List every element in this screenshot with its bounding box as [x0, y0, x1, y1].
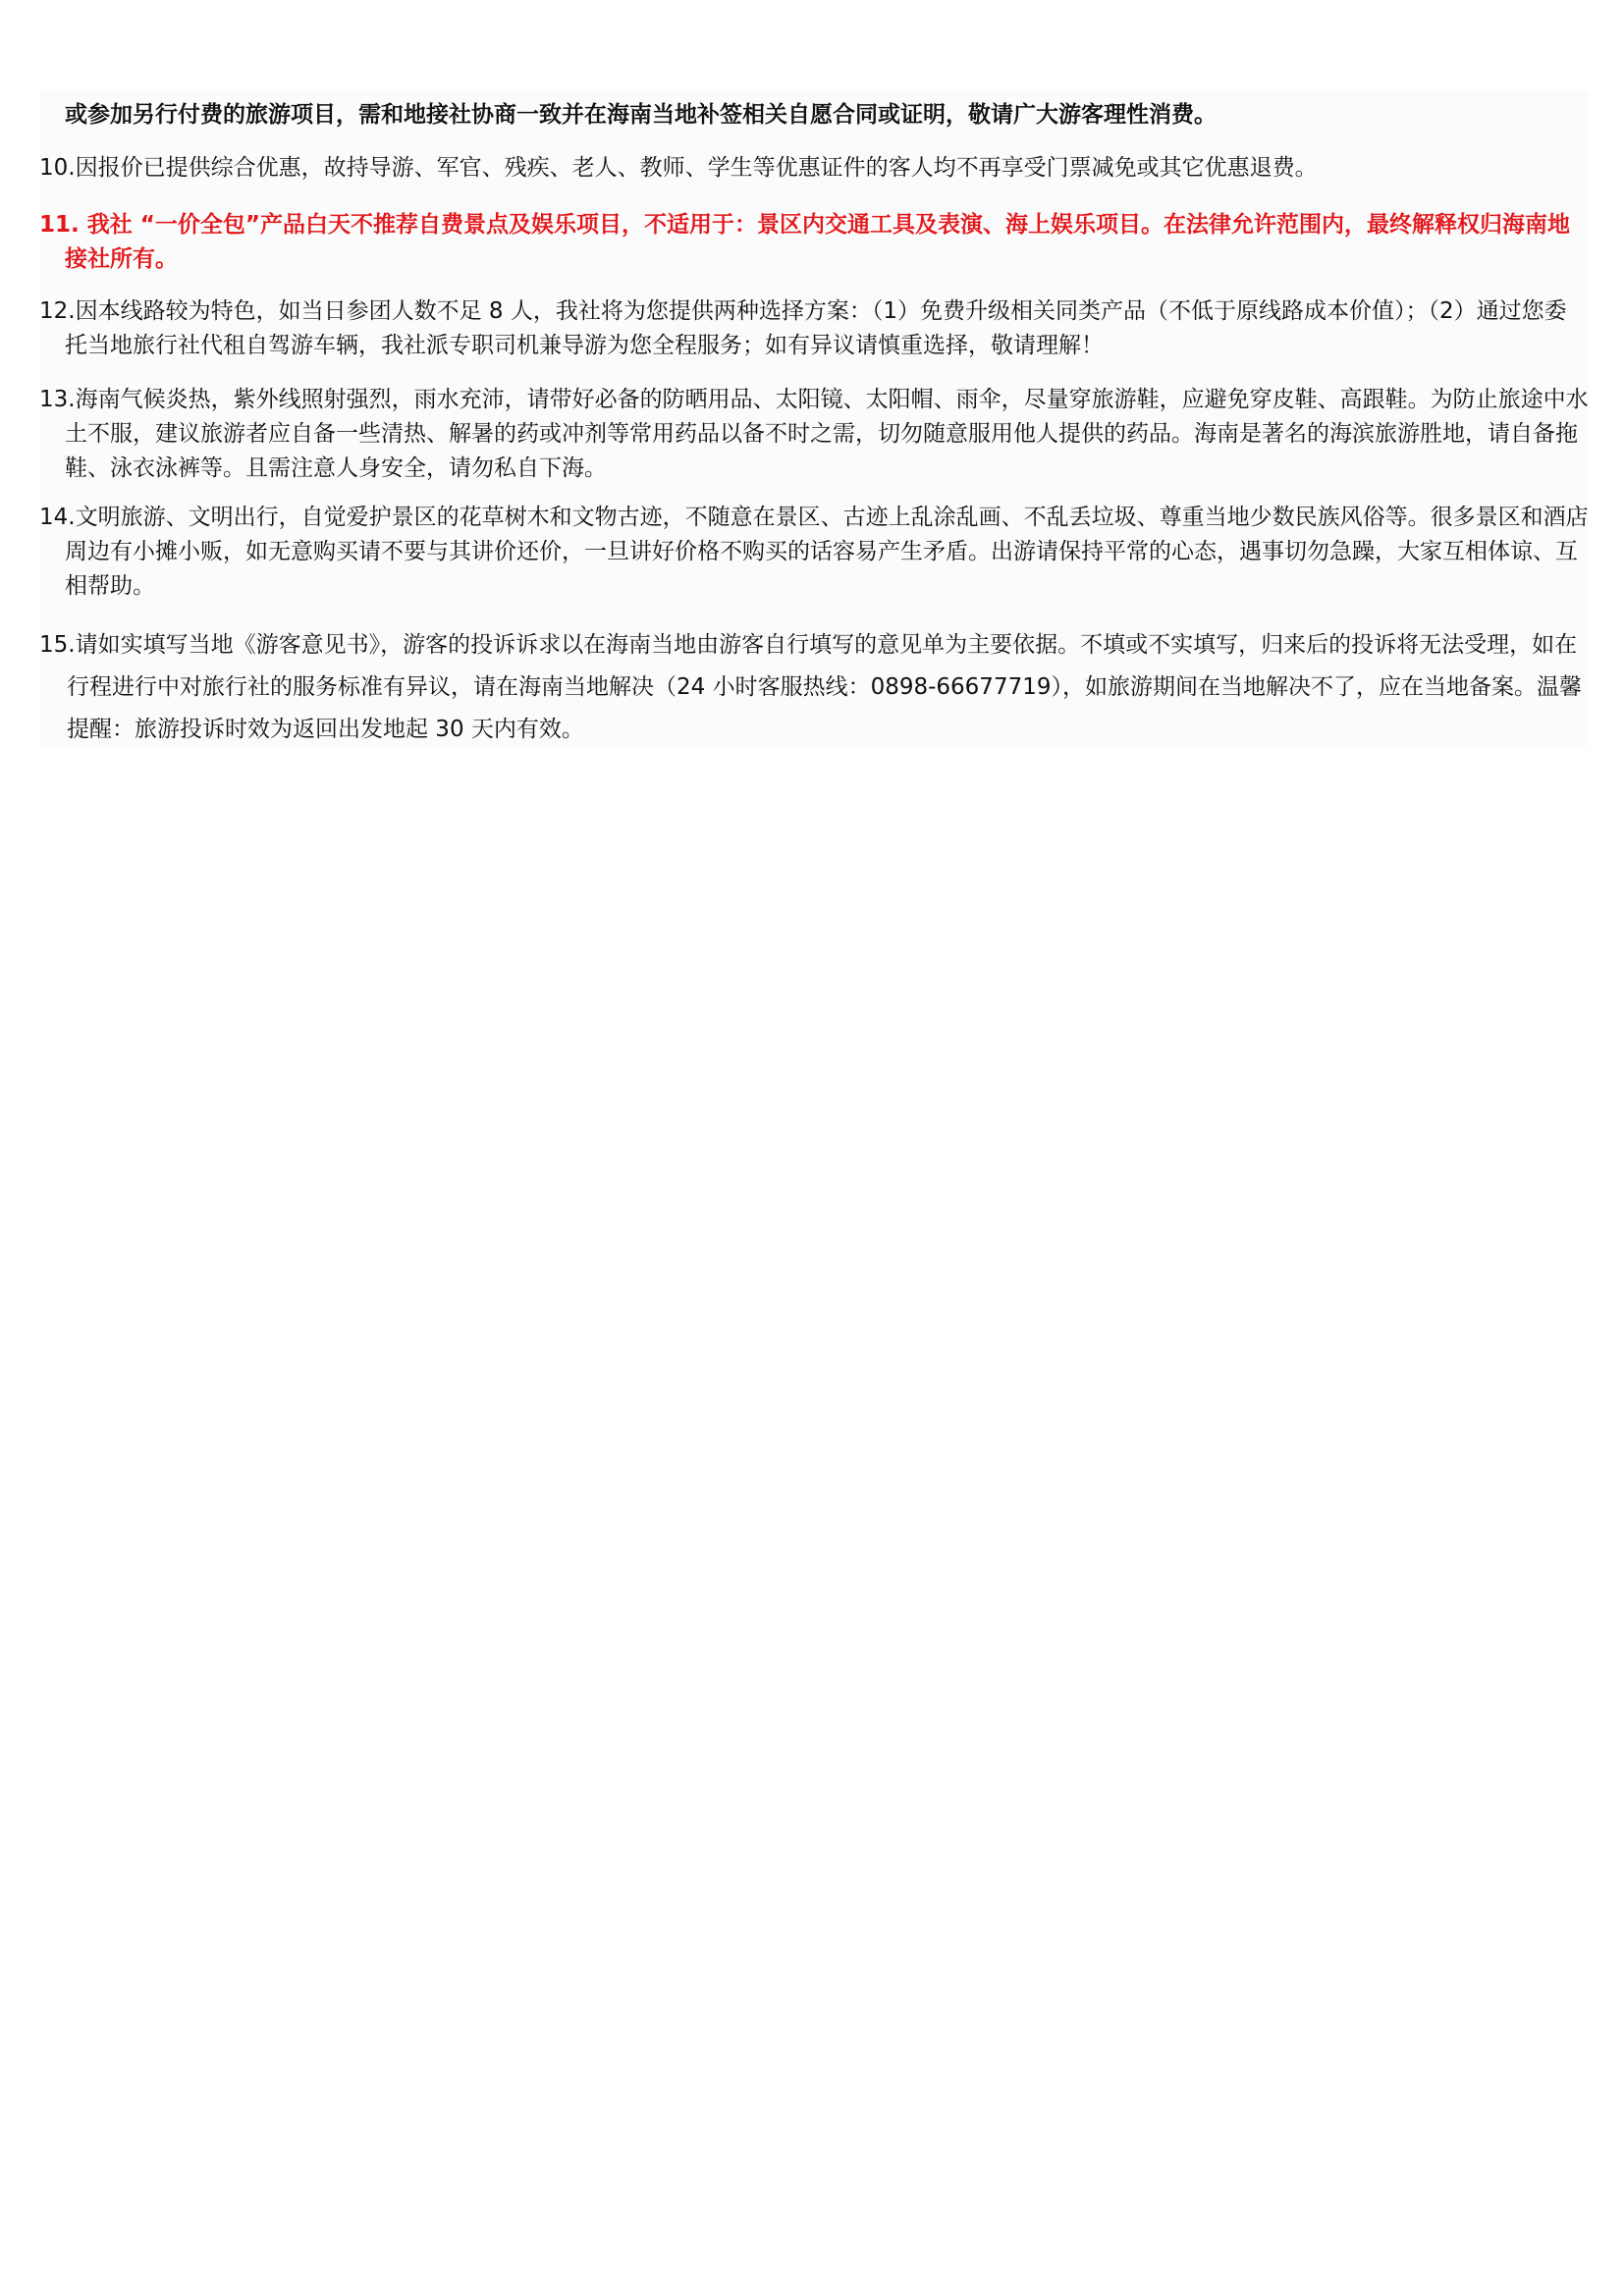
note-number: 14.: [39, 505, 76, 530]
note-text: 因报价已提供综合优惠，故持导游、军官、残疾、老人、教师、学生等优惠证件的客人均不再享受门票减免或其它优惠退费。: [75, 155, 1318, 181]
note-text: 文明旅游、文明出行，自觉爱护景区的花草树木和文物古迹，不随意在景区、古迹上乱涂乱画、不乱丢垃圾、尊重当地少数民族风俗等。很多景区和酒店周边有小摊小贩，如无意购买请不要与其讲价还价，一旦讲好价格不购买的话容易产生矛盾。出游请保持平常的心态，遇事切勿急躁，大家互相体谅、互相帮助。: [65, 505, 1589, 599]
note-number: 12.: [39, 298, 76, 324]
note-continuation-text: 或参加另行付费的旅游项目，需和地接社协商一致并在海南当地补签相关自愿合同或证明，敬请广大游客理性消费。: [65, 102, 1217, 128]
note-number: 15.: [39, 632, 76, 658]
note-item-13: [39, 383, 1589, 486]
note-item-10: [39, 151, 1589, 186]
note-item-15: [39, 624, 1589, 751]
note-continuation: [39, 98, 1589, 133]
note-text: 因本线路较为特色，如当日参团人数不足 8 人，我社将为您提供两种选择方案：（1）免费升级相关同类产品（不低于原线路成本价值）；（2）通过您委托当地旅行社代租自驾游车辆，我社派专职司机兼导游为您全程服务；如有异议请慎重选择，敬请理解！: [65, 298, 1567, 358]
note-item-11: [39, 208, 1589, 277]
note-item-14: [39, 501, 1589, 604]
note-number: 10.: [39, 155, 76, 181]
note-text: 请如实填写当地《游客意见书》，游客的投诉诉求以在海南当地由游客自行填写的意见单为主要依据。不填或不实填写，归来后的投诉将无法受理，如在行程进行中对旅行社的服务标准有异议，请在海南当地解决（24 小时客服热线：0898-66677719），如旅游期间在当地解决不了，应在当地备案。温馨提醒：旅游投诉时效为返回出发地起 30 天内有效。: [67, 632, 1582, 742]
note-item-12: [39, 294, 1589, 363]
note-number: 13.: [39, 387, 76, 412]
note-text: 海南气候炎热，紫外线照射强烈，雨水充沛，请带好必备的防晒用品、太阳镜、太阳帽、雨伞，尽量穿旅游鞋，应避免穿皮鞋、高跟鞋。为防止旅途中水土不服，建议旅游者应自备一些清热、解暑的药或冲剂等常用药品以备不时之需，切勿随意服用他人提供的药品。海南是著名的海滨旅游胜地，请自备拖鞋、泳衣泳裤等。且需注意人身安全，请勿私自下海。: [65, 387, 1589, 481]
note-text: 我社 “一价全包”产品白天不推荐自费景点及娱乐项目，不适用于：景区内交通工具及表演、海上娱乐项目。在法律允许范围内，最终解释权归海南地接社所有。: [65, 212, 1570, 272]
note-number: 11.: [39, 212, 80, 238]
